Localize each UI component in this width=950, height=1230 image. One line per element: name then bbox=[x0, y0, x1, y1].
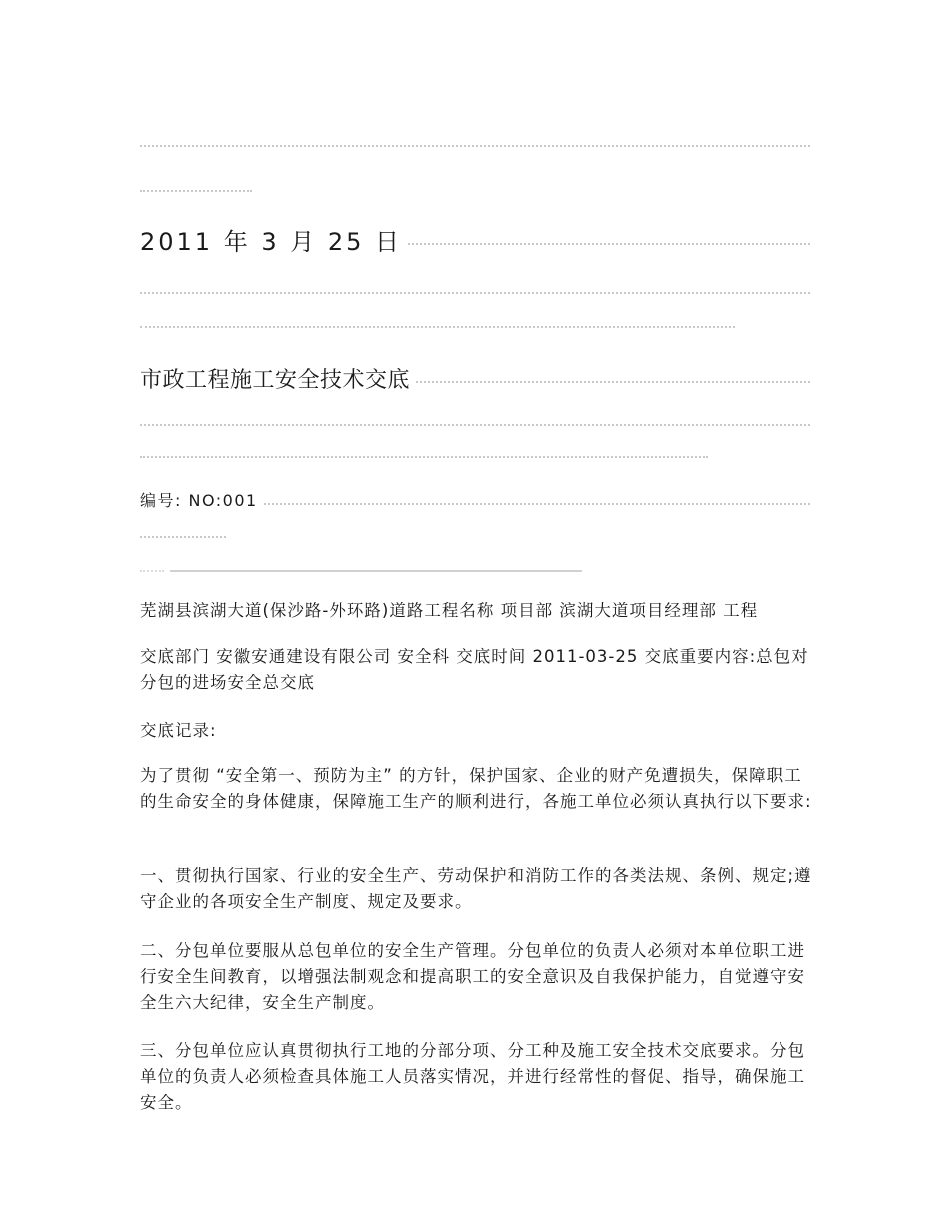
project-info-line: 芜湖县滨湖大道(保沙路-外环路)道路工程名称 项目部 滨湖大道项目经理部 工程 bbox=[140, 601, 759, 620]
dotted-leader bbox=[140, 145, 810, 147]
disclosure-info-line: 交底部门 安徽安通建设有限公司 安全科 交底时间 2011-03-25 交底重要内容:总包对分包的进场安全总交底 bbox=[140, 647, 809, 692]
record-label: 交底记录: bbox=[140, 721, 217, 740]
dotted-leader bbox=[140, 570, 164, 572]
record-item-1: 一、贯彻执行国家、行业的安全生产、劳动保护和消防工作的各类法规、条例、规定;遵守企业的各项安全生产制度、规定及要求。 bbox=[140, 866, 812, 911]
dotted-leader bbox=[140, 456, 708, 458]
dotted-leader bbox=[140, 326, 735, 328]
dotted-leader bbox=[140, 536, 226, 538]
record-item-2: 二、分包单位要服从总包单位的安全生产管理。分包单位的负责人必须对本单位职工进行安全生间教育，以增强法制观念和提高职工的安全意识及自我保护能力，自觉遵守安全生六大纪律，安全生产制度。 bbox=[140, 941, 805, 1012]
document-number: 编号: NO:001 bbox=[140, 488, 264, 511]
dotted-leader bbox=[140, 424, 810, 426]
record-item-3: 三、分包单位应认真贯彻执行工地的分部分项、分工种及施工安全技术交底要求。分包单位的负责人必须检查具体施工人员落实情况，并进行经常性的督促、指导，确保施工安全。 bbox=[140, 1041, 805, 1112]
document-date: 2011 年 3 月 25 日 bbox=[140, 222, 408, 257]
separator-line bbox=[170, 570, 582, 572]
dotted-leader bbox=[140, 190, 252, 192]
document-title: 市政工程施工安全技术交底 bbox=[140, 363, 416, 394]
dotted-leader bbox=[140, 292, 810, 294]
record-intro-paragraph: 为了贯彻 “安全第一、预防为主” 的方针，保护国家、企业的财产免遭损失，保障职工的生命安全的身体健康，保障施工生产的顺利进行，各施工单位必须认真执行以下要求: bbox=[140, 766, 812, 811]
